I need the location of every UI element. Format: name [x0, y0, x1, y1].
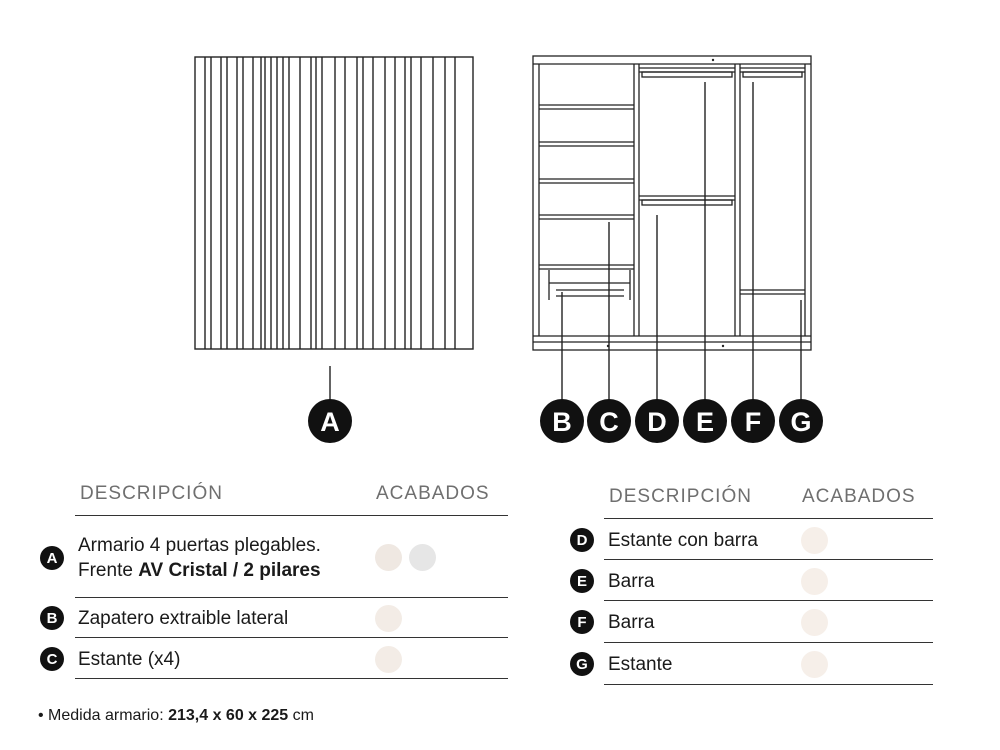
shoe-rack [549, 270, 630, 300]
interior-view [533, 56, 811, 350]
middle-rails [639, 68, 735, 205]
svg-text:D: D [647, 407, 667, 437]
item-row-e [570, 561, 654, 601]
item-e-text: Barra [608, 570, 655, 592]
door-slats [205, 57, 455, 349]
svg-text:G: G [790, 407, 812, 437]
item-c-text: Estante (x4) [78, 648, 181, 670]
svg-text:F: F [744, 407, 762, 437]
svg-text:E: E [695, 407, 715, 437]
left-finishes-header: ACABADOS [376, 483, 490, 504]
svg-text:B: B [552, 407, 572, 437]
finish-swatch-c [375, 646, 402, 673]
row-rule [75, 678, 508, 679]
finish-swatch-e [801, 568, 828, 595]
row-rule [604, 684, 933, 685]
callout-a [308, 399, 352, 443]
svg-text:C: C [599, 407, 619, 437]
front-view [195, 57, 473, 349]
right-description-header: DESCRIPCIÓN [609, 486, 752, 507]
right-rail-shelf [740, 68, 805, 294]
dimensions-label: Medida armario: [48, 707, 169, 724]
left-shelves [539, 105, 634, 269]
item-row-c [40, 639, 180, 679]
right-finishes-header: ACABADOS [802, 486, 916, 507]
callout-g [779, 399, 823, 443]
left-description-header: DESCRIPCIÓN [80, 483, 223, 504]
badge-f: F [570, 610, 594, 634]
badge-d: D [570, 528, 594, 552]
item-f-text: Barra [608, 611, 655, 633]
finish-swatch-a2 [409, 544, 436, 571]
callout-badges [308, 399, 823, 443]
right-header-rule [604, 518, 933, 519]
row-rule [75, 637, 508, 638]
callout-d [635, 399, 679, 443]
callout-b [540, 399, 584, 443]
finish-swatch-a1 [375, 544, 402, 571]
badge-e: E [570, 569, 594, 593]
badge-a: A [40, 546, 64, 570]
row-rule [604, 600, 933, 601]
finish-swatch-f [801, 609, 828, 636]
badge-b: B [40, 606, 64, 630]
finish-swatch-b [375, 605, 402, 632]
item-row-a [40, 532, 321, 584]
callout-f [731, 399, 775, 443]
item-row-b [40, 598, 288, 638]
svg-text:A: A [320, 407, 340, 437]
left-header-rule [75, 515, 508, 516]
dimensions-note: • Medida armario: 213,4 x 60 x 225 cm [38, 707, 314, 724]
item-b-text: Zapatero extraible lateral [78, 607, 289, 629]
item-a-line2-bold: AV Cristal / 2 pilares [138, 560, 321, 581]
item-row-d [570, 520, 758, 560]
item-a-line1: Armario 4 puertas plegables. [78, 535, 321, 556]
item-row-g [570, 644, 672, 684]
leader-lines [330, 82, 801, 402]
finish-swatch-d [801, 527, 828, 554]
callout-c [587, 399, 631, 443]
item-d-text: Estante con barra [608, 529, 758, 551]
dimensions-value: 213,4 x 60 x 225 [168, 707, 289, 724]
callout-e [683, 399, 727, 443]
item-row-f [570, 602, 654, 642]
item-a-line2-prefix: Frente [78, 560, 139, 581]
item-g-text: Estante [608, 653, 673, 675]
badge-c: C [40, 647, 64, 671]
badge-g: G [570, 652, 594, 676]
finish-swatch-g [801, 651, 828, 678]
dimensions-unit: cm [288, 707, 314, 724]
row-rule [604, 642, 933, 643]
row-rule [604, 559, 933, 560]
